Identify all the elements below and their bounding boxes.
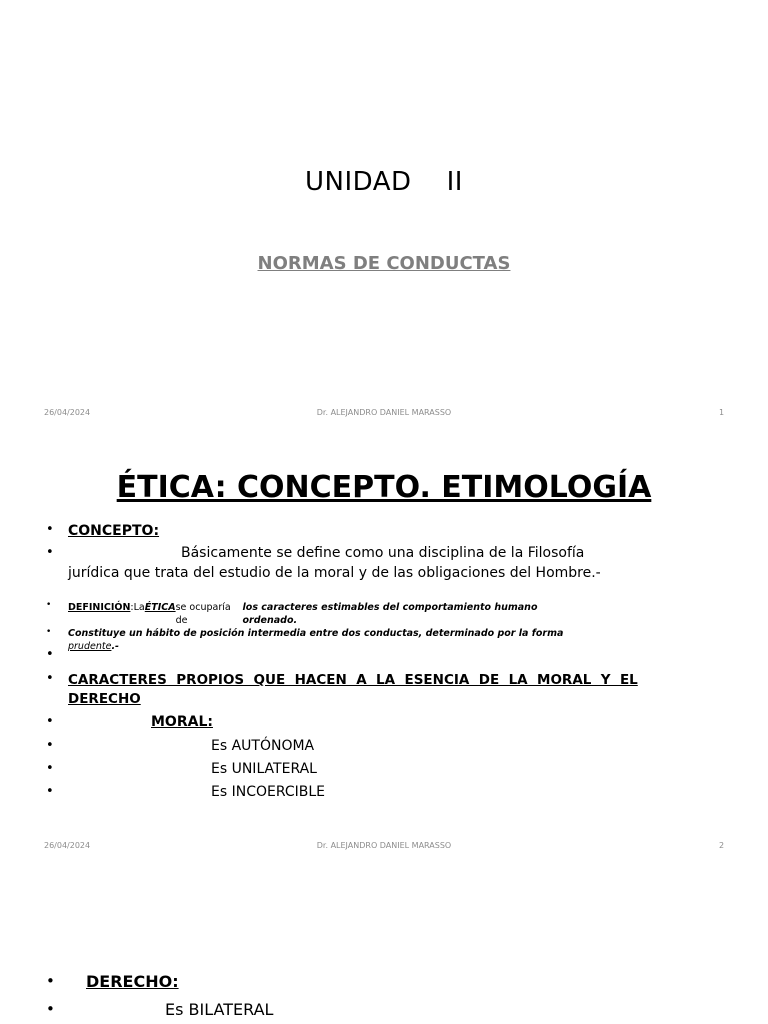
concepto-text-line1: Básicamente se define como una disciplina de la Filosofía	[181, 545, 585, 561]
caracteres-line2: DERECHO	[68, 691, 141, 707]
moral-item: Es AUTÓNOMA	[211, 738, 315, 754]
slide1-footer-date: 26/04/2024	[44, 408, 91, 417]
definicion-line2: Constituye un hábito de posición intermedia entre dos conductas, determinado por la forma	[68, 628, 564, 639]
derecho-label: DERECHO:	[86, 972, 179, 991]
bullet: •	[46, 627, 52, 637]
definicion-mid: se ocuparía de	[175, 602, 231, 626]
concepto-label: CONCEPTO:	[68, 523, 160, 539]
slide2-footer-date: 26/04/2024	[44, 841, 91, 850]
concepto-text-line2: jurídica que trata del estudio de la moral y de las obligaciones del Hombre.-	[68, 565, 601, 581]
definicion-colon: :	[130, 602, 134, 613]
moral-item: Es INCOERCIBLE	[211, 784, 326, 800]
slide2-footer-page: 2	[719, 841, 725, 850]
caracteres-line1: CARACTERES PROPIOS QUE HACEN A LA ESENCIA DE LA MORAL Y EL	[68, 672, 638, 688]
derecho-item: Es BILATERAL	[165, 1000, 274, 1019]
definicion-italic1: los caracteres estimables del comportamiento humano ordenado.	[242, 602, 538, 626]
slide1-footer-author: Dr. ALEJANDRO DANIEL MARASSO	[316, 408, 452, 417]
bullet: •	[46, 1000, 55, 1018]
bullet: •	[46, 714, 54, 729]
definicion-la: La	[133, 602, 145, 613]
moral-item: Es UNILATERAL	[211, 761, 317, 777]
moral-label: MORAL:	[151, 714, 213, 730]
bullet: •	[46, 522, 54, 537]
bullet: •	[46, 600, 52, 610]
slide1-footer-page: 1	[719, 408, 725, 417]
definicion-prudente: prudente	[68, 641, 112, 652]
bullet: •	[46, 647, 54, 662]
slide1-title: UNIDAD II	[305, 167, 463, 197]
definicion-paragraph	[68, 601, 580, 653]
definicion-etica: ÉTICA	[144, 602, 176, 613]
bullet: •	[46, 545, 54, 560]
slide1-subtitle: NORMAS DE CONDUCTAS	[257, 253, 511, 274]
bullet: •	[46, 761, 54, 776]
bullet: •	[46, 972, 55, 990]
bullet: •	[46, 738, 54, 753]
definicion-end: .-	[111, 641, 119, 652]
bullet: •	[46, 671, 54, 686]
definicion-label: DEFINICIÓN	[68, 602, 131, 613]
slide2-footer-author: Dr. ALEJANDRO DANIEL MARASSO	[316, 841, 452, 850]
slide2-title: ÉTICA: CONCEPTO. ETIMOLOGÍA	[116, 470, 652, 505]
caracteres-heading	[68, 671, 638, 709]
bullet: •	[46, 784, 54, 799]
